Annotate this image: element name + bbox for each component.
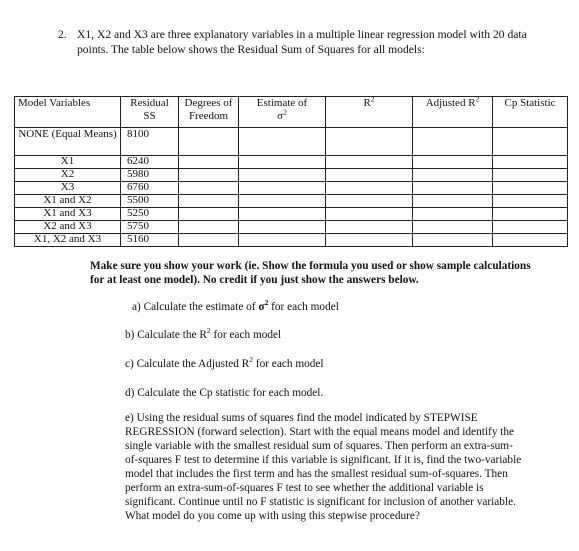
adj-r2-cell	[413, 156, 493, 169]
sigma-exponent: 2	[283, 107, 287, 117]
df-cell	[179, 195, 239, 208]
rss-value: 8100	[121, 128, 179, 156]
question-c	[125, 357, 525, 371]
df-cell	[179, 128, 239, 156]
df-cell	[179, 182, 239, 195]
adj-r2-exponent: 2	[475, 94, 480, 104]
question-b-pre: b) Calculate the R	[125, 329, 207, 341]
sigma-symbol: σ	[258, 301, 265, 313]
question-e: e) Using the residual sums of squares find the model indicated by STEPWISE REGRESSION (forward selection). Start with the equal means model and identify the single variable with the smallest residual sum of squares. Then perform an extra-sum-of-squares F test to determine if this variable is significant. If it is, find the two-variable model that includes the first term and has the smallest residual sum-of-squares. Then perform an extra-sum-of-squares F test to see whether the additional variable is significant. Continue until no F statistic is significant for inclusion of another variable. What model do you come up with using this stepwise procedure?	[125, 412, 522, 522]
r2-exponent: 2	[370, 94, 375, 104]
problem-number: 2.	[58, 28, 67, 41]
r2-cell	[326, 182, 413, 195]
adj-r2-cell	[413, 182, 493, 195]
table-row	[15, 156, 568, 169]
estimate-cell	[239, 156, 326, 169]
r2-cell	[326, 234, 413, 247]
cp-cell	[493, 128, 568, 156]
r2-label: R	[363, 97, 371, 109]
cp-cell	[493, 195, 568, 208]
rss-table	[14, 96, 568, 247]
rss-value: 5500	[121, 195, 179, 208]
estimate-cell	[239, 234, 326, 247]
rss-value: 6240	[121, 156, 179, 169]
question-a-post: for each model	[268, 301, 339, 313]
adj-r2-cell	[413, 128, 493, 156]
estimate-cell	[239, 169, 326, 182]
adj-r2-label: Adjusted R	[425, 97, 476, 109]
rss-value: 6760	[121, 182, 179, 195]
header-estimate-sigma	[239, 97, 326, 128]
cp-cell	[493, 182, 568, 195]
model-name: X3	[15, 182, 121, 195]
estimate-cell	[239, 182, 326, 195]
rss-value: 5750	[121, 221, 179, 234]
adj-r2-exponent: 2	[249, 355, 253, 365]
rss-value: 5250	[121, 208, 179, 221]
sigma-exponent: 2	[264, 298, 269, 308]
adj-r2-cell	[413, 195, 493, 208]
sigma-symbol: σ	[277, 110, 284, 122]
estimate-cell	[239, 128, 326, 156]
table-row	[15, 221, 568, 234]
estimate-cell	[239, 221, 326, 234]
table-row	[15, 128, 568, 156]
header-cp-statistic: Cp Statistic	[493, 97, 568, 128]
header-r-squared	[326, 94, 413, 128]
header-adjusted-r-squared	[413, 94, 493, 128]
df-cell	[179, 169, 239, 182]
question-d: d) Calculate the Cp statistic for each model.	[125, 387, 324, 399]
question-a-pre: a) Calculate the estimate of	[132, 301, 259, 313]
model-name: X1 and X2	[15, 195, 121, 208]
model-name: NONE (Equal Means)	[15, 128, 121, 156]
r2-exponent: 2	[206, 326, 211, 336]
question-b-post: for each model	[210, 329, 282, 341]
instructions-text: Make sure you show your work (ie. Show the formula you used or show sample calculations for at least one model). No credit if you just show the answers below.	[90, 260, 531, 286]
cp-cell	[493, 156, 568, 169]
adj-r2-cell	[413, 221, 493, 234]
estimate-cell	[239, 208, 326, 221]
adj-r2-cell	[413, 169, 493, 182]
table-row	[15, 169, 568, 182]
estimate-cell	[239, 195, 326, 208]
adj-r2-cell	[413, 208, 493, 221]
r2-cell	[326, 156, 413, 169]
header-model-variables: Model Variables	[15, 97, 121, 128]
rss-value: 5980	[121, 169, 179, 182]
header-estimate-label: Estimate of	[256, 97, 308, 109]
table-row	[15, 195, 568, 208]
model-name: X1 and X3	[15, 208, 121, 221]
r2-cell	[326, 195, 413, 208]
cp-cell	[493, 208, 568, 221]
adj-r2-cell	[413, 234, 493, 247]
table-row	[15, 208, 568, 221]
question-c-pre: c) Calculate the Adjusted R	[125, 358, 250, 370]
header-degrees-of-freedom: Degrees of Freedom	[179, 97, 239, 128]
problem-intro	[58, 27, 548, 57]
model-name: X1, X2 and X3	[15, 234, 121, 247]
cp-cell	[493, 234, 568, 247]
problem-text: X1, X2 and X3 are three explanatory variables in a multiple linear regression model with 20 data points. The table below shows the Residual Sum of Squares for all models:	[77, 28, 527, 56]
question-c-post: for each model	[252, 358, 324, 370]
r2-cell	[326, 221, 413, 234]
df-cell	[179, 156, 239, 169]
cp-cell	[493, 169, 568, 182]
question-a	[132, 300, 532, 314]
question-b	[125, 328, 525, 342]
df-cell	[179, 234, 239, 247]
model-name: X2 and X3	[15, 221, 121, 234]
table-row	[15, 182, 568, 195]
rss-value: 5160	[121, 234, 179, 247]
table-row	[15, 234, 568, 247]
table-header-row	[15, 97, 568, 128]
r2-cell	[326, 128, 413, 156]
model-name: X1	[15, 156, 121, 169]
r2-cell	[326, 169, 413, 182]
r2-cell	[326, 208, 413, 221]
header-residual-ss: Residual SS	[121, 97, 179, 128]
df-cell	[179, 221, 239, 234]
model-name: X2	[15, 169, 121, 182]
cp-cell	[493, 221, 568, 234]
df-cell	[179, 208, 239, 221]
